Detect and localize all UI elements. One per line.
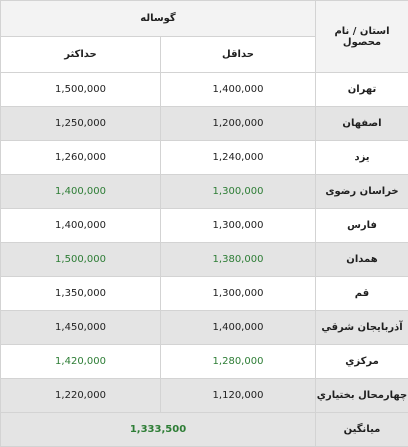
table-row	[1, 141, 408, 175]
min-price-cell: 1,300,000	[161, 175, 316, 209]
table-row	[1, 175, 408, 209]
table-row	[1, 311, 408, 345]
max-price-cell: 1,450,000	[1, 311, 161, 345]
min-price-cell: 1,400,000	[161, 73, 316, 107]
product-group-header: گوساله	[1, 1, 316, 37]
max-price-cell: 1,350,000	[1, 277, 161, 311]
min-price-cell: 1,120,000	[161, 379, 316, 413]
province-cell: مرکزي	[316, 345, 408, 379]
min-price-cell: 1,280,000	[161, 345, 316, 379]
min-price-cell: 1,400,000	[161, 311, 316, 345]
min-price-cell: 1,240,000	[161, 141, 316, 175]
province-cell: خراسان رضوی	[316, 175, 408, 209]
max-price-cell: 1,420,000	[1, 345, 161, 379]
average-row	[1, 413, 408, 447]
province-cell: چهارمحال بختياري	[316, 379, 408, 413]
table-row	[1, 379, 408, 413]
max-price-cell: 1,260,000	[1, 141, 161, 175]
max-price-cell: 1,250,000	[1, 107, 161, 141]
average-value: 1,333,500	[1, 413, 316, 447]
province-cell: آذربایجان شرقي	[316, 311, 408, 345]
min-price-cell: 1,300,000	[161, 209, 316, 243]
province-cell: اصفهان	[316, 107, 408, 141]
max-price-cell: 1,500,000	[1, 243, 161, 277]
table-row	[1, 345, 408, 379]
table-row	[1, 73, 408, 107]
min-price-cell: 1,380,000	[161, 243, 316, 277]
min-price-cell: 1,300,000	[161, 277, 316, 311]
max-price-cell: 1,220,000	[1, 379, 161, 413]
max-price-cell: 1,400,000	[1, 209, 161, 243]
max-price-header: حداکثر	[1, 37, 161, 73]
table-row	[1, 107, 408, 141]
province-cell: تهران	[316, 73, 408, 107]
average-label: ميانگين	[316, 413, 408, 447]
province-cell: یزد	[316, 141, 408, 175]
table-row	[1, 277, 408, 311]
min-price-header: حداقل	[161, 37, 316, 73]
header-row-group	[1, 1, 408, 37]
table-row	[1, 209, 408, 243]
province-cell: قم	[316, 277, 408, 311]
table-row	[1, 243, 408, 277]
max-price-cell: 1,500,000	[1, 73, 161, 107]
min-price-cell: 1,200,000	[161, 107, 316, 141]
province-cell: فارس	[316, 209, 408, 243]
province-product-header: استان / نام محصول	[316, 1, 408, 73]
province-cell: همدان	[316, 243, 408, 277]
max-price-cell: 1,400,000	[1, 175, 161, 209]
